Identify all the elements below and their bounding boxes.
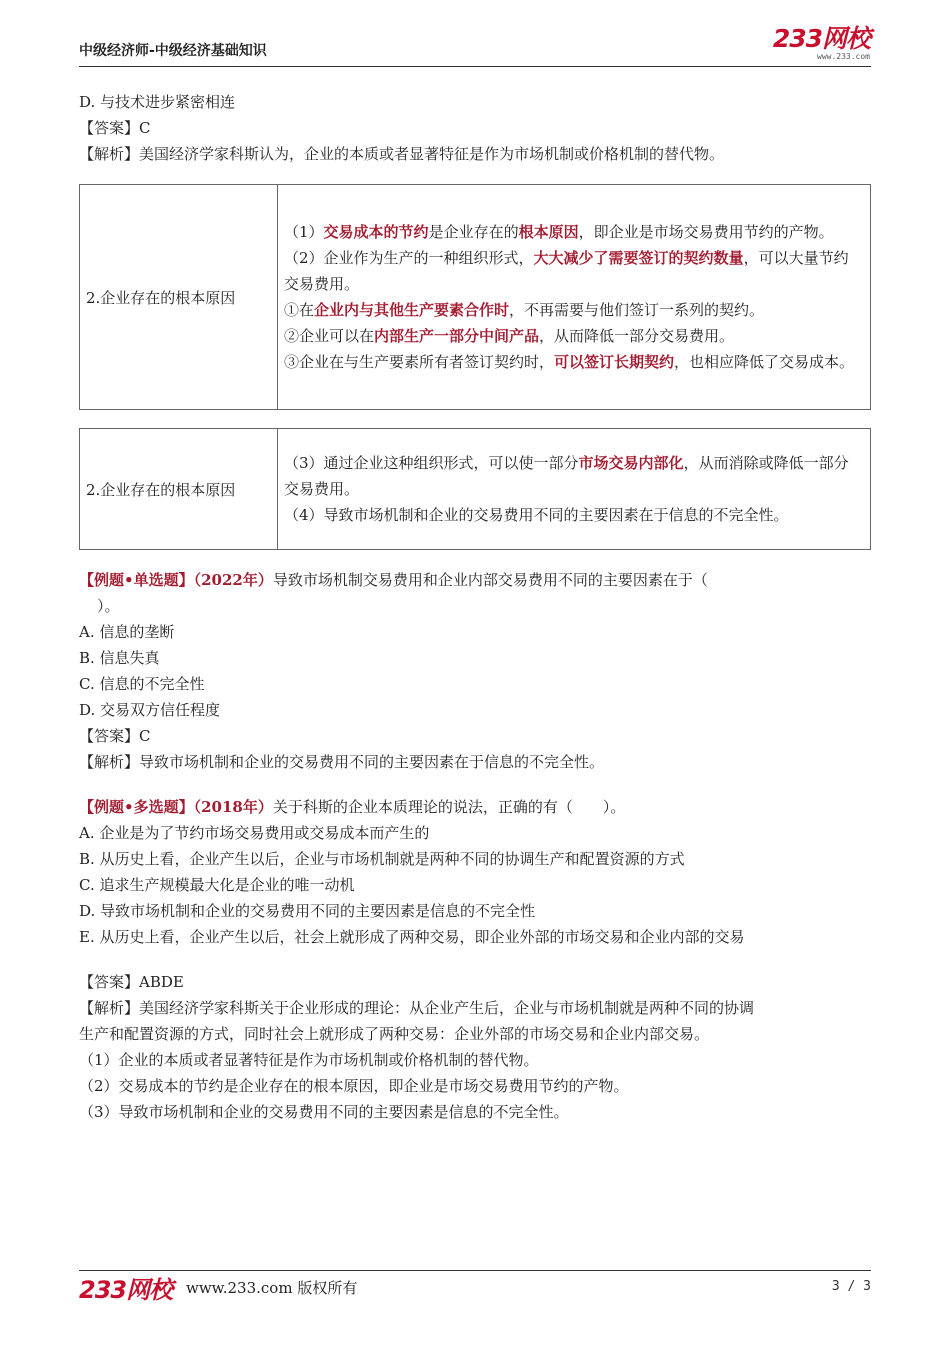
- analysis: 【解析】导致市场机制和企业的交易费用不同的主要因素在于信息的不完全性。: [79, 753, 605, 771]
- table-label: 2.企业存在的根本原因: [80, 185, 278, 410]
- option-d: D. 与技术进步紧密相连: [79, 93, 236, 111]
- document-title: 中级经济师-中级经济基础知识: [79, 43, 267, 59]
- analysis-line-1: 【解析】美国经济学家科斯关于企业形成的理论：从企业产生后，企业与市场机制就是两种不同的协调: [79, 999, 755, 1017]
- table-label: 2.企业存在的根本原因: [80, 429, 278, 550]
- copyright-text: www.233.com 版权所有: [186, 1279, 358, 1297]
- knowledge-table-1: [79, 184, 871, 410]
- option-a: A. 企业是为了节约市场交易费用或交易成本而产生的: [79, 824, 430, 842]
- point-4: ②企业可以在内部生产一部分中间产品，从而降低一部分交易费用。: [284, 327, 735, 345]
- option-d: D. 交易双方信任程度: [79, 701, 221, 719]
- analysis-line-2: 生产和配置资源的方式，同时社会上就形成了两种交易：企业外部的市场交易和企业内部交易。: [79, 1025, 710, 1043]
- brand-logo: [773, 26, 870, 61]
- table-content: [278, 185, 871, 410]
- question-2-stem: 【例题•多选题】（2018年）关于科斯的企业本质理论的说法，正确的有（ ）。: [79, 798, 626, 816]
- footer-logo: 233网校: [79, 1276, 173, 1304]
- point-3: ①在企业内与其他生产要素合作时，不再需要与他们签订一系列的契约。: [284, 301, 765, 319]
- question-1-stem: 【例题•单选题】（2022年）导致市场机制交易费用和企业内部交易费用不同的主要因素在于（: [79, 571, 708, 589]
- option-d: D. 导致市场机制和企业的交易费用不同的主要因素是信息的不完全性: [79, 902, 536, 920]
- analysis-point-2: （2）交易成本的节约是企业存在的根本原因，即企业是市场交易费用节约的产物。: [79, 1077, 629, 1095]
- analysis: 【解析】美国经济学家科斯认为，企业的本质或者显著特征是作为市场机制或价格机制的替代物。: [79, 145, 725, 163]
- page-number: 3 / 3: [831, 1279, 871, 1294]
- logo-text: 233网校: [772, 24, 870, 53]
- option-c: C. 追求生产规模最大化是企业的唯一动机: [79, 876, 355, 894]
- point-4: （4）导致市场机制和企业的交易费用不同的主要因素在于信息的不完全性。: [284, 506, 789, 524]
- point-2: （2）企业作为生产的一种组织形式，大大减少了需要签订的契约数量，可以大量节约交易费用。: [284, 249, 849, 293]
- footer-divider: [79, 1270, 871, 1271]
- option-b: B. 从历史上看，企业产生以后，企业与市场机制就是两种不同的协调生产和配置资源的方式: [79, 850, 685, 868]
- answer: 【答案】C: [79, 119, 151, 137]
- knowledge-table-2: [79, 428, 871, 550]
- analysis-point-1: （1）企业的本质或者显著特征是作为市场机制或价格机制的替代物。: [79, 1051, 539, 1069]
- option-e: E. 从历史上看，企业产生以后，社会上就形成了两种交易，即企业外部的市场交易和企业内部的交易: [79, 928, 745, 946]
- header-divider: [79, 66, 871, 67]
- option-a: A. 信息的垄断: [79, 623, 175, 641]
- point-1: （1）交易成本的节约是企业存在的根本原因，即企业是市场交易费用节约的产物。: [284, 223, 834, 241]
- answer: 【答案】ABDE: [79, 973, 184, 991]
- point-3: （3）通过企业这种组织形式，可以使一部分市场交易内部化，从而消除或降低一部分交易费用。: [284, 454, 849, 498]
- question-1-stem-end: ）。: [97, 597, 120, 615]
- answer: 【答案】C: [79, 727, 151, 745]
- option-c: C. 信息的不完全性: [79, 675, 205, 693]
- table-content: [278, 429, 871, 550]
- option-b: B. 信息失真: [79, 649, 160, 667]
- point-5: ③企业在与生产要素所有者签订契约时，可以签订长期契约，也相应降低了交易成本。: [284, 353, 855, 371]
- analysis-point-3: （3）导致市场机制和企业的交易费用不同的主要因素是信息的不完全性。: [79, 1103, 569, 1121]
- logo-url: www.233.com: [817, 52, 870, 61]
